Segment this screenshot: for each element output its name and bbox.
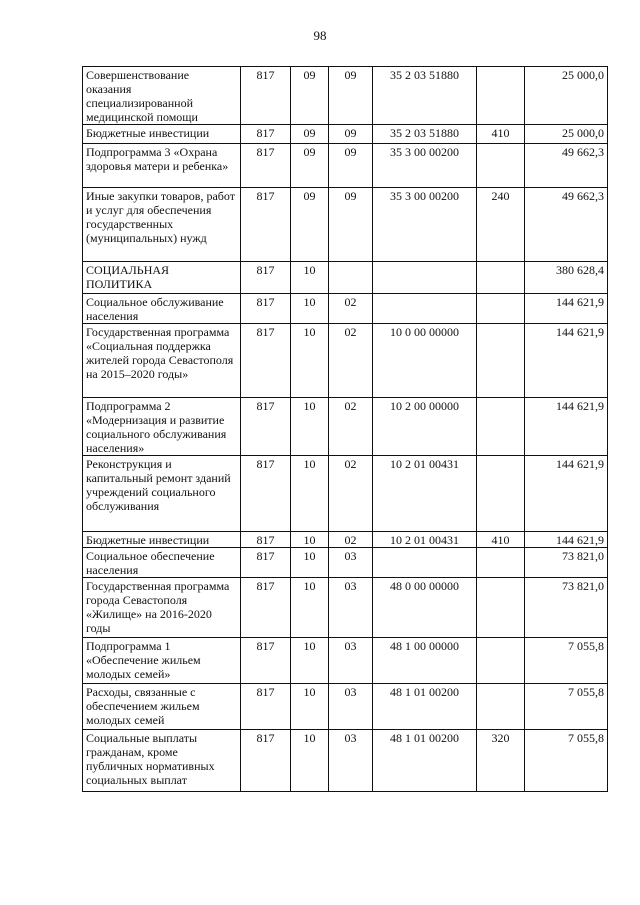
row-vr: 410	[477, 532, 525, 548]
row-vr	[477, 144, 525, 188]
row-pr: 03	[329, 578, 373, 638]
row-pr: 09	[329, 125, 373, 144]
table-row	[83, 67, 608, 125]
row-rz: 10	[291, 262, 329, 294]
row-rz: 10	[291, 638, 329, 684]
row-rz: 10	[291, 548, 329, 578]
row-ved: 817	[241, 144, 291, 188]
row-name: Бюджетные инвестиции	[83, 532, 241, 548]
row-pr: 03	[329, 730, 373, 792]
row-csr	[373, 548, 477, 578]
row-vr	[477, 456, 525, 532]
row-rz: 09	[291, 144, 329, 188]
row-name: Государственная программа города Севастополя «Жилище» на 2016-2020 годы	[83, 578, 241, 638]
row-csr: 48 1 00 00000	[373, 638, 477, 684]
row-name: Бюджетные инвестиции	[83, 125, 241, 144]
row-sum: 49 662,3	[525, 188, 608, 262]
row-csr: 10 2 01 00431	[373, 456, 477, 532]
row-vr	[477, 324, 525, 398]
row-rz: 09	[291, 188, 329, 262]
row-pr: 03	[329, 548, 373, 578]
row-vr	[477, 67, 525, 125]
row-ved: 817	[241, 294, 291, 324]
table-row	[83, 398, 608, 456]
row-pr: 02	[329, 294, 373, 324]
row-ved: 817	[241, 548, 291, 578]
table-row	[83, 532, 608, 548]
row-csr	[373, 262, 477, 294]
table-row	[83, 730, 608, 792]
row-sum: 73 821,0	[525, 548, 608, 578]
row-sum: 144 621,9	[525, 456, 608, 532]
row-name: Социальные выплаты гражданам, кроме публичных нормативных социальных выплат	[83, 730, 241, 792]
row-sum: 380 628,4	[525, 262, 608, 294]
row-name: Подпрограмма 3 «Охрана здоровья матери и ребенка»	[83, 144, 241, 188]
row-rz: 10	[291, 398, 329, 456]
row-name: СОЦИАЛЬНАЯ ПОЛИТИКА	[83, 262, 241, 294]
row-ved: 817	[241, 398, 291, 456]
row-sum: 144 621,9	[525, 398, 608, 456]
row-name: Социальное обеспечение населения	[83, 548, 241, 578]
row-ved: 817	[241, 532, 291, 548]
row-sum: 144 621,9	[525, 324, 608, 398]
row-csr: 10 2 00 00000	[373, 398, 477, 456]
row-sum: 7 055,8	[525, 730, 608, 792]
row-pr: 02	[329, 456, 373, 532]
row-ved: 817	[241, 578, 291, 638]
row-csr: 48 0 00 00000	[373, 578, 477, 638]
row-name: Расходы, связанные с обеспечением жильем молодых семей	[83, 684, 241, 730]
table-row	[83, 125, 608, 144]
row-pr: 03	[329, 638, 373, 684]
row-sum: 73 821,0	[525, 578, 608, 638]
row-pr: 02	[329, 532, 373, 548]
row-vr	[477, 548, 525, 578]
row-csr: 10 0 00 00000	[373, 324, 477, 398]
row-vr	[477, 638, 525, 684]
row-sum: 144 621,9	[525, 532, 608, 548]
table-row	[83, 638, 608, 684]
table-row	[83, 144, 608, 188]
row-csr: 35 3 00 00200	[373, 188, 477, 262]
row-sum: 49 662,3	[525, 144, 608, 188]
row-ved: 817	[241, 67, 291, 125]
row-vr	[477, 294, 525, 324]
row-pr: 02	[329, 324, 373, 398]
row-sum: 7 055,8	[525, 638, 608, 684]
table-row	[83, 456, 608, 532]
row-ved: 817	[241, 638, 291, 684]
row-ved: 817	[241, 730, 291, 792]
row-rz: 10	[291, 730, 329, 792]
table-row	[83, 578, 608, 638]
row-ved: 817	[241, 125, 291, 144]
row-name: Совершенствование оказания специализированной медицинской помощи	[83, 67, 241, 125]
row-sum: 25 000,0	[525, 67, 608, 125]
row-pr: 09	[329, 188, 373, 262]
table-row	[83, 324, 608, 398]
row-rz: 10	[291, 532, 329, 548]
row-name: Реконструкция и капитальный ремонт зданий учреждений социального обслуживания	[83, 456, 241, 532]
row-rz: 10	[291, 294, 329, 324]
row-ved: 817	[241, 262, 291, 294]
row-vr: 410	[477, 125, 525, 144]
row-sum: 144 621,9	[525, 294, 608, 324]
row-name: Подпрограмма 1 «Обеспечение жильем молодых семей»	[83, 638, 241, 684]
table-row	[83, 548, 608, 578]
row-rz: 10	[291, 578, 329, 638]
row-ved: 817	[241, 324, 291, 398]
row-sum: 7 055,8	[525, 684, 608, 730]
row-csr: 48 1 01 00200	[373, 730, 477, 792]
table-row	[83, 294, 608, 324]
row-csr: 35 2 03 51880	[373, 125, 477, 144]
row-csr: 48 1 01 00200	[373, 684, 477, 730]
row-vr: 320	[477, 730, 525, 792]
row-name: Подпрограмма 2 «Модернизация и развитие социального обслуживания населения»	[83, 398, 241, 456]
row-name: Государственная программа «Социальная поддержка жителей города Севастополя на 2015–2020 годы»	[83, 324, 241, 398]
row-pr	[329, 262, 373, 294]
row-pr: 09	[329, 67, 373, 125]
row-sum: 25 000,0	[525, 125, 608, 144]
row-csr	[373, 294, 477, 324]
row-pr: 09	[329, 144, 373, 188]
row-csr: 35 2 03 51880	[373, 67, 477, 125]
row-rz: 10	[291, 684, 329, 730]
budget-table	[82, 66, 608, 792]
row-csr: 10 2 01 00431	[373, 532, 477, 548]
row-vr	[477, 398, 525, 456]
row-rz: 10	[291, 324, 329, 398]
row-pr: 03	[329, 684, 373, 730]
row-rz: 10	[291, 456, 329, 532]
row-rz: 09	[291, 67, 329, 125]
row-name: Иные закупки товаров, работ и услуг для обеспечения государственных (муниципальных) нужд	[83, 188, 241, 262]
row-ved: 817	[241, 456, 291, 532]
row-vr	[477, 578, 525, 638]
table-row	[83, 262, 608, 294]
row-vr	[477, 684, 525, 730]
budget-table-body	[83, 67, 608, 792]
table-row	[83, 684, 608, 730]
row-vr	[477, 262, 525, 294]
row-csr: 35 3 00 00200	[373, 144, 477, 188]
row-ved: 817	[241, 188, 291, 262]
page-number: 98	[313, 28, 327, 43]
row-name: Социальное обслуживание населения	[83, 294, 241, 324]
row-ved: 817	[241, 684, 291, 730]
row-rz: 09	[291, 125, 329, 144]
row-vr: 240	[477, 188, 525, 262]
row-pr: 02	[329, 398, 373, 456]
table-row	[83, 188, 608, 262]
